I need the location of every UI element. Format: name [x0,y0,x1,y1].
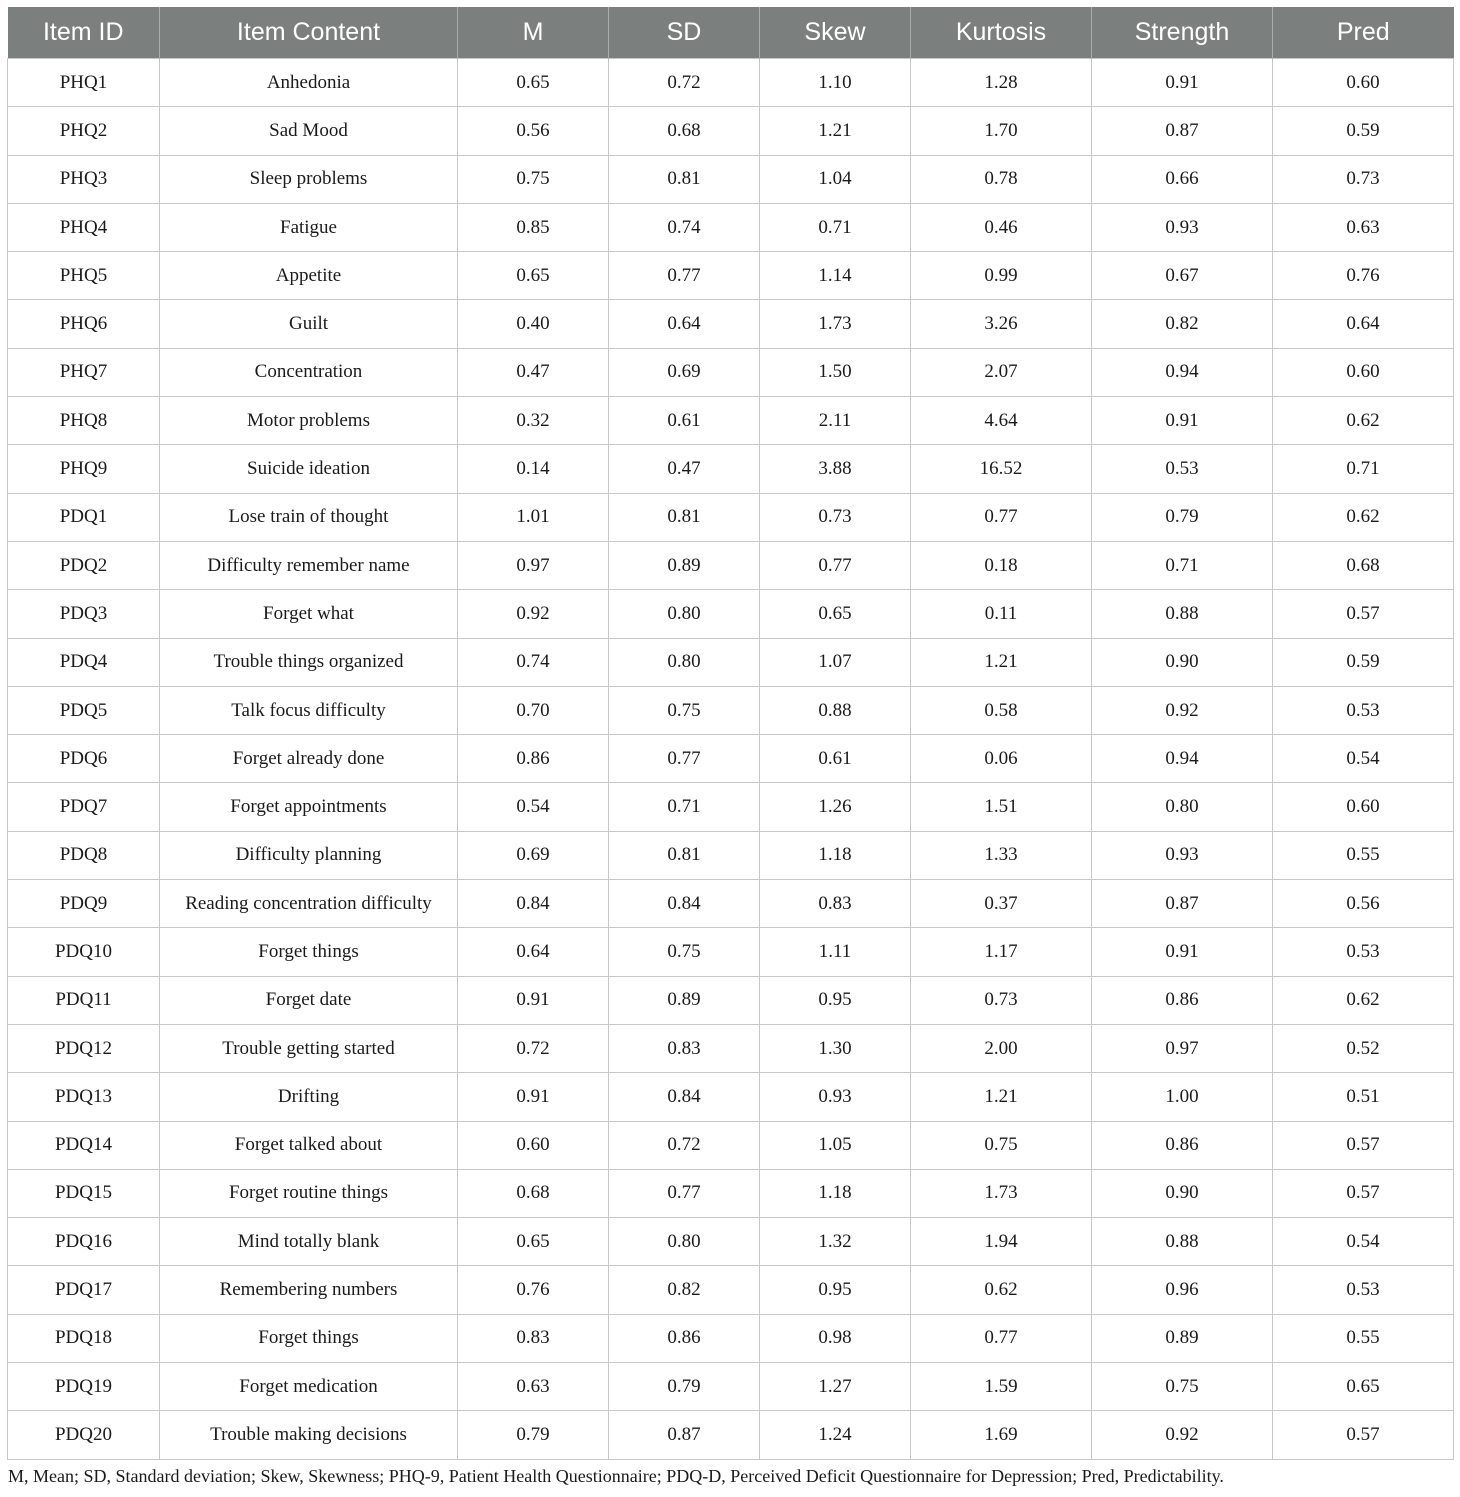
cell-item-id: PDQ12 [8,1024,160,1072]
table-row [8,735,1454,783]
cell-strength: 0.86 [1092,976,1273,1024]
table-header-row [8,7,1454,59]
cell-item-id: PHQ7 [8,348,160,396]
cell-skew: 2.11 [760,397,911,445]
cell-skew: 1.32 [760,1218,911,1266]
cell-mean: 0.68 [458,1169,609,1217]
table-row [8,1314,1454,1362]
cell-sd: 0.80 [609,638,760,686]
cell-skew: 1.07 [760,638,911,686]
cell-strength: 0.86 [1092,1121,1273,1169]
cell-item-id: PDQ4 [8,638,160,686]
cell-item-id: PDQ6 [8,735,160,783]
cell-sd: 0.77 [609,735,760,783]
table-row [8,1411,1454,1459]
cell-mean: 1.01 [458,493,609,541]
cell-sd: 0.69 [609,348,760,396]
cell-item-content: Difficulty planning [160,831,458,879]
cell-item-content: Forget date [160,976,458,1024]
table-row [8,783,1454,831]
cell-strength: 0.97 [1092,1024,1273,1072]
cell-skew: 1.14 [760,252,911,300]
cell-item-content: Forget things [160,928,458,976]
header-item-id: Item ID [8,7,160,59]
table-row [8,880,1454,928]
cell-sd: 0.71 [609,783,760,831]
cell-skew: 1.21 [760,107,911,155]
cell-skew: 1.10 [760,59,911,107]
cell-strength: 0.87 [1092,880,1273,928]
cell-strength: 0.89 [1092,1314,1273,1362]
cell-item-id: PDQ20 [8,1411,160,1459]
cell-sd: 0.61 [609,397,760,445]
cell-item-id: PHQ4 [8,203,160,251]
cell-strength: 1.00 [1092,1073,1273,1121]
data-table-container [7,7,1453,1460]
cell-item-id: PDQ5 [8,686,160,734]
cell-strength: 0.91 [1092,397,1273,445]
cell-mean: 0.74 [458,638,609,686]
cell-mean: 0.91 [458,1073,609,1121]
table-row [8,203,1454,251]
cell-sd: 0.74 [609,203,760,251]
cell-mean: 0.84 [458,880,609,928]
cell-pred: 0.51 [1273,1073,1454,1121]
cell-skew: 1.27 [760,1363,911,1411]
cell-item-id: PDQ11 [8,976,160,1024]
cell-mean: 0.64 [458,928,609,976]
cell-item-id: PHQ2 [8,107,160,155]
cell-skew: 0.73 [760,493,911,541]
table-row [8,155,1454,203]
cell-pred: 0.60 [1273,348,1454,396]
table-row [8,541,1454,589]
cell-kurtosis: 2.07 [911,348,1092,396]
cell-item-content: Guilt [160,300,458,348]
cell-skew: 1.11 [760,928,911,976]
cell-mean: 0.14 [458,445,609,493]
cell-item-content: Forget talked about [160,1121,458,1169]
cell-strength: 0.82 [1092,300,1273,348]
cell-pred: 0.59 [1273,107,1454,155]
table-row [8,1218,1454,1266]
cell-item-id: PDQ3 [8,590,160,638]
cell-item-content: Motor problems [160,397,458,445]
cell-mean: 0.83 [458,1314,609,1362]
cell-sd: 0.89 [609,976,760,1024]
cell-item-content: Talk focus difficulty [160,686,458,734]
cell-skew: 0.83 [760,880,911,928]
cell-skew: 0.98 [760,1314,911,1362]
cell-item-id: PHQ3 [8,155,160,203]
cell-strength: 0.94 [1092,735,1273,783]
cell-pred: 0.54 [1273,735,1454,783]
cell-kurtosis: 0.58 [911,686,1092,734]
cell-sd: 0.75 [609,928,760,976]
cell-item-content: Anhedonia [160,59,458,107]
cell-kurtosis: 16.52 [911,445,1092,493]
cell-pred: 0.56 [1273,880,1454,928]
cell-kurtosis: 0.46 [911,203,1092,251]
cell-kurtosis: 1.69 [911,1411,1092,1459]
cell-item-content: Forget what [160,590,458,638]
table-row [8,928,1454,976]
cell-item-id: PDQ8 [8,831,160,879]
cell-mean: 0.63 [458,1363,609,1411]
cell-mean: 0.65 [458,1218,609,1266]
cell-skew: 0.77 [760,541,911,589]
cell-item-content: Fatigue [160,203,458,251]
cell-item-content: Difficulty remember name [160,541,458,589]
cell-item-content: Trouble making decisions [160,1411,458,1459]
cell-sd: 0.72 [609,59,760,107]
cell-pred: 0.71 [1273,445,1454,493]
cell-kurtosis: 1.21 [911,1073,1092,1121]
cell-item-content: Lose train of thought [160,493,458,541]
cell-kurtosis: 0.77 [911,1314,1092,1362]
cell-kurtosis: 0.73 [911,976,1092,1024]
cell-pred: 0.54 [1273,1218,1454,1266]
cell-pred: 0.57 [1273,1121,1454,1169]
cell-kurtosis: 2.00 [911,1024,1092,1072]
cell-strength: 0.93 [1092,831,1273,879]
cell-item-id: PHQ8 [8,397,160,445]
cell-kurtosis: 1.21 [911,638,1092,686]
cell-pred: 0.73 [1273,155,1454,203]
cell-item-content: Suicide ideation [160,445,458,493]
cell-item-id: PDQ2 [8,541,160,589]
cell-skew: 1.18 [760,1169,911,1217]
cell-item-id: PDQ13 [8,1073,160,1121]
cell-strength: 0.75 [1092,1363,1273,1411]
cell-strength: 0.92 [1092,686,1273,734]
cell-skew: 1.04 [760,155,911,203]
cell-pred: 0.60 [1273,783,1454,831]
cell-item-id: PDQ18 [8,1314,160,1362]
cell-skew: 1.50 [760,348,911,396]
cell-mean: 0.79 [458,1411,609,1459]
header-item-content: Item Content [160,7,458,59]
cell-item-content: Sad Mood [160,107,458,155]
cell-strength: 0.71 [1092,541,1273,589]
table-row [8,300,1454,348]
cell-skew: 0.61 [760,735,911,783]
cell-item-id: PHQ1 [8,59,160,107]
cell-item-id: PDQ1 [8,493,160,541]
cell-sd: 0.80 [609,590,760,638]
cell-strength: 0.96 [1092,1266,1273,1314]
header-strength: Strength [1092,7,1273,59]
cell-strength: 0.80 [1092,783,1273,831]
cell-sd: 0.75 [609,686,760,734]
cell-kurtosis: 3.26 [911,300,1092,348]
cell-item-content: Reading concentration difficulty [160,880,458,928]
cell-mean: 0.72 [458,1024,609,1072]
table-row [8,1363,1454,1411]
cell-item-id: PDQ15 [8,1169,160,1217]
cell-pred: 0.55 [1273,1314,1454,1362]
cell-sd: 0.83 [609,1024,760,1072]
cell-item-content: Appetite [160,252,458,300]
cell-sd: 0.81 [609,155,760,203]
cell-sd: 0.81 [609,493,760,541]
cell-sd: 0.84 [609,880,760,928]
cell-mean: 0.91 [458,976,609,1024]
cell-sd: 0.77 [609,1169,760,1217]
cell-item-id: PHQ9 [8,445,160,493]
cell-strength: 0.90 [1092,638,1273,686]
header-pred: Pred [1273,7,1454,59]
cell-kurtosis: 1.94 [911,1218,1092,1266]
cell-sd: 0.64 [609,300,760,348]
cell-pred: 0.62 [1273,493,1454,541]
cell-pred: 0.55 [1273,831,1454,879]
cell-strength: 0.92 [1092,1411,1273,1459]
cell-strength: 0.67 [1092,252,1273,300]
cell-kurtosis: 1.59 [911,1363,1092,1411]
cell-kurtosis: 0.99 [911,252,1092,300]
cell-kurtosis: 0.11 [911,590,1092,638]
cell-item-content: Concentration [160,348,458,396]
cell-strength: 0.66 [1092,155,1273,203]
cell-mean: 0.60 [458,1121,609,1169]
header-sd: SD [609,7,760,59]
cell-item-content: Sleep problems [160,155,458,203]
cell-item-id: PDQ14 [8,1121,160,1169]
cell-item-content: Trouble things organized [160,638,458,686]
table-row [8,445,1454,493]
cell-mean: 0.86 [458,735,609,783]
cell-skew: 0.65 [760,590,911,638]
cell-pred: 0.64 [1273,300,1454,348]
cell-item-id: PHQ6 [8,300,160,348]
cell-kurtosis: 0.62 [911,1266,1092,1314]
cell-sd: 0.77 [609,252,760,300]
cell-skew: 1.73 [760,300,911,348]
cell-pred: 0.57 [1273,1411,1454,1459]
cell-strength: 0.88 [1092,590,1273,638]
cell-kurtosis: 0.37 [911,880,1092,928]
cell-sd: 0.82 [609,1266,760,1314]
cell-kurtosis: 1.51 [911,783,1092,831]
cell-sd: 0.81 [609,831,760,879]
cell-skew: 3.88 [760,445,911,493]
cell-kurtosis: 1.33 [911,831,1092,879]
cell-pred: 0.59 [1273,638,1454,686]
cell-kurtosis: 0.75 [911,1121,1092,1169]
cell-strength: 0.91 [1092,59,1273,107]
cell-kurtosis: 1.70 [911,107,1092,155]
cell-pred: 0.63 [1273,203,1454,251]
cell-item-content: Forget already done [160,735,458,783]
cell-mean: 0.32 [458,397,609,445]
table-row [8,1266,1454,1314]
cell-mean: 0.65 [458,252,609,300]
cell-item-content: Trouble getting started [160,1024,458,1072]
cell-skew: 1.24 [760,1411,911,1459]
cell-kurtosis: 1.28 [911,59,1092,107]
cell-strength: 0.91 [1092,928,1273,976]
cell-item-content: Drifting [160,1073,458,1121]
cell-pred: 0.53 [1273,1266,1454,1314]
cell-sd: 0.87 [609,1411,760,1459]
cell-strength: 0.94 [1092,348,1273,396]
table-row [8,348,1454,396]
cell-pred: 0.60 [1273,59,1454,107]
cell-pred: 0.57 [1273,590,1454,638]
cell-strength: 0.53 [1092,445,1273,493]
cell-mean: 0.92 [458,590,609,638]
cell-skew: 1.30 [760,1024,911,1072]
cell-kurtosis: 4.64 [911,397,1092,445]
table-row [8,1169,1454,1217]
cell-kurtosis: 1.73 [911,1169,1092,1217]
header-skew: Skew [760,7,911,59]
cell-pred: 0.52 [1273,1024,1454,1072]
cell-pred: 0.68 [1273,541,1454,589]
cell-kurtosis: 0.06 [911,735,1092,783]
header-mean: M [458,7,609,59]
cell-mean: 0.85 [458,203,609,251]
cell-sd: 0.47 [609,445,760,493]
cell-skew: 0.95 [760,976,911,1024]
cell-skew: 1.26 [760,783,911,831]
cell-kurtosis: 0.77 [911,493,1092,541]
table-row [8,252,1454,300]
cell-item-content: Mind totally blank [160,1218,458,1266]
cell-sd: 0.89 [609,541,760,589]
table-row [8,590,1454,638]
descriptive-statistics-table [7,7,1454,1460]
cell-pred: 0.62 [1273,976,1454,1024]
cell-pred: 0.62 [1273,397,1454,445]
cell-pred: 0.57 [1273,1169,1454,1217]
cell-sd: 0.72 [609,1121,760,1169]
cell-mean: 0.76 [458,1266,609,1314]
cell-skew: 0.71 [760,203,911,251]
cell-sd: 0.84 [609,1073,760,1121]
cell-sd: 0.86 [609,1314,760,1362]
cell-item-id: PDQ7 [8,783,160,831]
cell-item-content: Forget medication [160,1363,458,1411]
cell-mean: 0.97 [458,541,609,589]
cell-strength: 0.87 [1092,107,1273,155]
cell-pred: 0.65 [1273,1363,1454,1411]
cell-mean: 0.47 [458,348,609,396]
table-row [8,1024,1454,1072]
table-row [8,59,1454,107]
table-row [8,976,1454,1024]
table-row [8,831,1454,879]
cell-strength: 0.88 [1092,1218,1273,1266]
cell-skew: 1.18 [760,831,911,879]
cell-item-id: PDQ19 [8,1363,160,1411]
table-row [8,686,1454,734]
cell-pred: 0.53 [1273,686,1454,734]
cell-item-content: Remembering numbers [160,1266,458,1314]
cell-sd: 0.79 [609,1363,760,1411]
table-row [8,397,1454,445]
cell-mean: 0.75 [458,155,609,203]
table-row [8,493,1454,541]
cell-sd: 0.68 [609,107,760,155]
cell-item-content: Forget appointments [160,783,458,831]
cell-skew: 0.88 [760,686,911,734]
header-kurtosis: Kurtosis [911,7,1092,59]
cell-mean: 0.40 [458,300,609,348]
cell-kurtosis: 0.18 [911,541,1092,589]
cell-kurtosis: 1.17 [911,928,1092,976]
cell-mean: 0.69 [458,831,609,879]
cell-strength: 0.79 [1092,493,1273,541]
cell-item-id: PDQ9 [8,880,160,928]
cell-pred: 0.76 [1273,252,1454,300]
cell-strength: 0.90 [1092,1169,1273,1217]
cell-skew: 0.93 [760,1073,911,1121]
table-row [8,107,1454,155]
cell-mean: 0.54 [458,783,609,831]
cell-kurtosis: 0.78 [911,155,1092,203]
cell-mean: 0.56 [458,107,609,155]
table-row [8,1073,1454,1121]
cell-item-content: Forget things [160,1314,458,1362]
table-footnote: M, Mean; SD, Standard deviation; Skew, Skewness; PHQ-9, Patient Health Questionnaire; PDQ-D, Perceived Deficit Questionnaire for Depression; Pred, Predictability. [8,1466,1224,1486]
cell-skew: 0.95 [760,1266,911,1314]
cell-item-content: Forget routine things [160,1169,458,1217]
cell-pred: 0.53 [1273,928,1454,976]
cell-skew: 1.05 [760,1121,911,1169]
cell-item-id: PHQ5 [8,252,160,300]
cell-strength: 0.93 [1092,203,1273,251]
cell-item-id: PDQ16 [8,1218,160,1266]
cell-mean: 0.65 [458,59,609,107]
table-row [8,1121,1454,1169]
table-body [8,59,1454,1460]
cell-item-id: PDQ10 [8,928,160,976]
table-row [8,638,1454,686]
cell-mean: 0.70 [458,686,609,734]
cell-item-id: PDQ17 [8,1266,160,1314]
cell-sd: 0.80 [609,1218,760,1266]
